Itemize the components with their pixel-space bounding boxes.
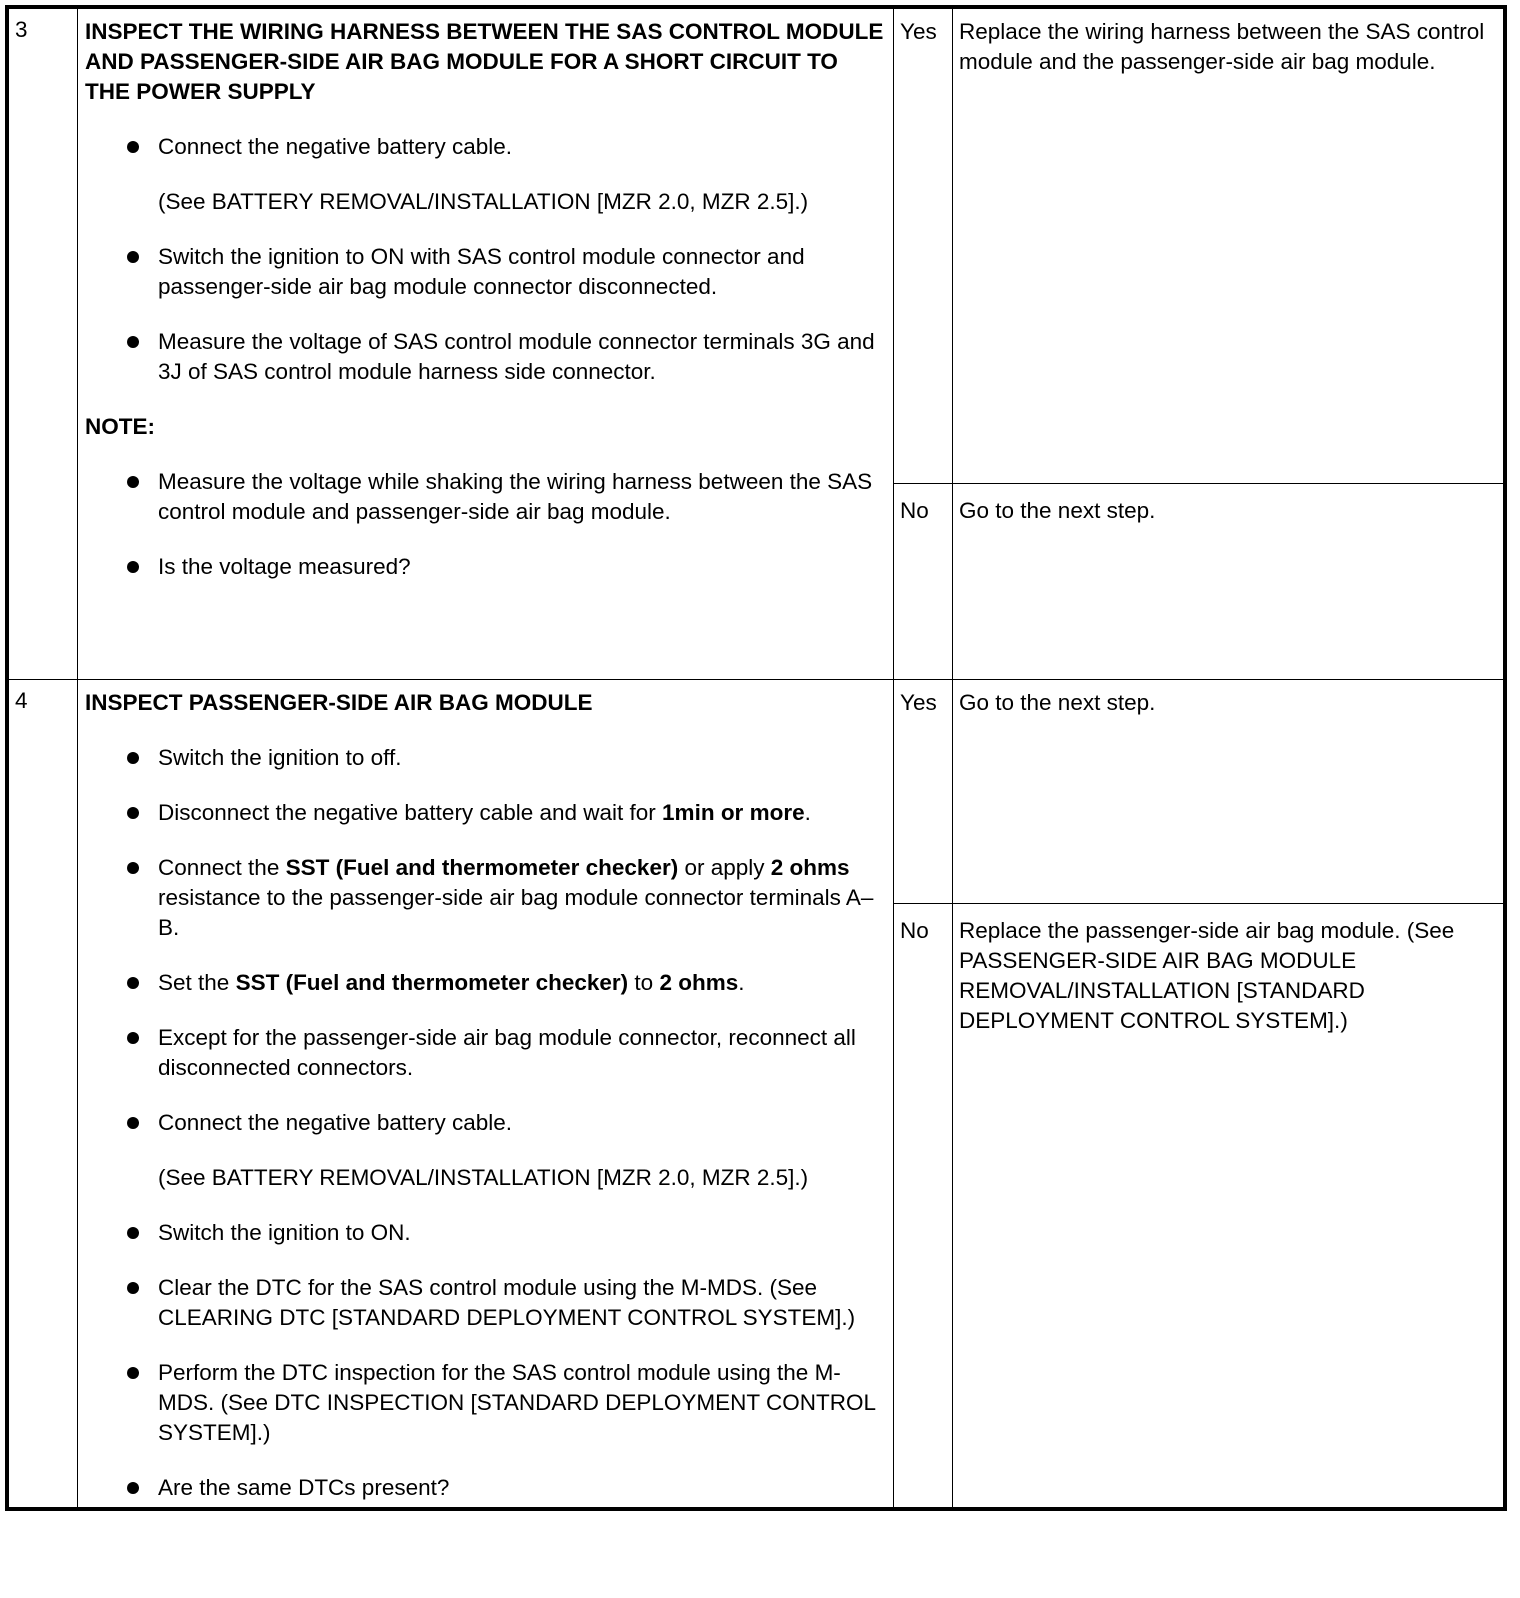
step-title: INSPECT PASSENGER-SIDE AIR BAG MODULE (85, 689, 593, 715)
list-item: Connect the negative battery cable. (85, 132, 885, 162)
list-item: Except for the passenger-side air bag module connector, reconnect all disconnected connectors. (85, 1023, 885, 1083)
list-item: Disconnect the negative battery cable and wait for 1min or more. (85, 798, 885, 828)
step-action (78, 679, 894, 1509)
list-item: Measure the voltage of SAS control module connector terminals 3G and 3J of SAS control module harness side connector. (85, 327, 885, 387)
step-action (78, 7, 894, 679)
bullet-icon (127, 141, 139, 153)
yes-label: Yes (894, 679, 953, 903)
bullet-icon (127, 1117, 139, 1129)
bullet-icon (127, 1227, 139, 1239)
list-item: Connect the negative battery cable. (85, 1108, 885, 1138)
yes-label: Yes (894, 7, 953, 483)
bullet-icon (127, 251, 139, 263)
bullet-icon (127, 561, 139, 573)
no-label: No (894, 903, 953, 1509)
no-action: Replace the passenger-side air bag module. (See PASSENGER-SIDE AIR BAG MODULE REMOVAL/INSTALLATION [STANDARD DEPLOYMENT CONTROL SYSTEM].) (953, 903, 1506, 1509)
reference-text: (See BATTERY REMOVAL/INSTALLATION [MZR 2.0, MZR 2.5].) (158, 1164, 809, 1190)
list-item: Clear the DTC for the SAS control module using the M-MDS. (See CLEARING DTC [STANDARD DEPLOYMENT CONTROL SYSTEM].) (85, 1273, 885, 1333)
yes-action: Go to the next step. (953, 679, 1506, 903)
note-label: NOTE: (85, 414, 155, 439)
bullet-icon (127, 977, 139, 989)
list-item: Measure the voltage while shaking the wiring harness between the SAS control module and passenger-side air bag module. (85, 467, 885, 527)
list-item: Are the same DTCs present? (85, 1473, 885, 1503)
bullet-icon (127, 1282, 139, 1294)
step-number: 4 (7, 679, 78, 1509)
step-title: INSPECT THE WIRING HARNESS BETWEEN THE SAS CONTROL MODULE AND PASSENGER-SIDE AIR BAG MODULE FOR A SHORT CIRCUIT TO THE POWER SUPPLY (85, 19, 884, 104)
list-item: Perform the DTC inspection for the SAS control module using the M-MDS. (See DTC INSPECTION [STANDARD DEPLOYMENT CONTROL SYSTEM].) (85, 1358, 885, 1448)
bullet-icon (127, 336, 139, 348)
diagnostic-procedure-table (5, 5, 1507, 1511)
bullet-icon (127, 1032, 139, 1044)
no-label: No (894, 483, 953, 679)
yes-action: Replace the wiring harness between the SAS control module and the passenger-side air bag module. (953, 7, 1506, 483)
bullet-icon (127, 1367, 139, 1379)
list-item: Connect the SST (Fuel and thermometer checker) or apply 2 ohms resistance to the passenger-side air bag module connector terminals A–B. (85, 853, 885, 943)
list-item: Switch the ignition to ON. (85, 1218, 885, 1248)
bullet-icon (127, 476, 139, 488)
bullet-icon (127, 752, 139, 764)
no-action: Go to the next step. (953, 483, 1506, 679)
list-item: Set the SST (Fuel and thermometer checker) to 2 ohms. (85, 968, 885, 998)
step-number: 3 (7, 7, 78, 679)
bullet-icon (127, 1482, 139, 1494)
bullet-icon (127, 862, 139, 874)
list-item: Switch the ignition to ON with SAS control module connector and passenger-side air bag module connector disconnected. (85, 242, 885, 302)
list-item: Switch the ignition to off. (85, 743, 885, 773)
list-item: Is the voltage measured? (85, 552, 885, 582)
reference-text: (See BATTERY REMOVAL/INSTALLATION [MZR 2.0, MZR 2.5].) (158, 189, 809, 214)
bullet-icon (127, 807, 139, 819)
